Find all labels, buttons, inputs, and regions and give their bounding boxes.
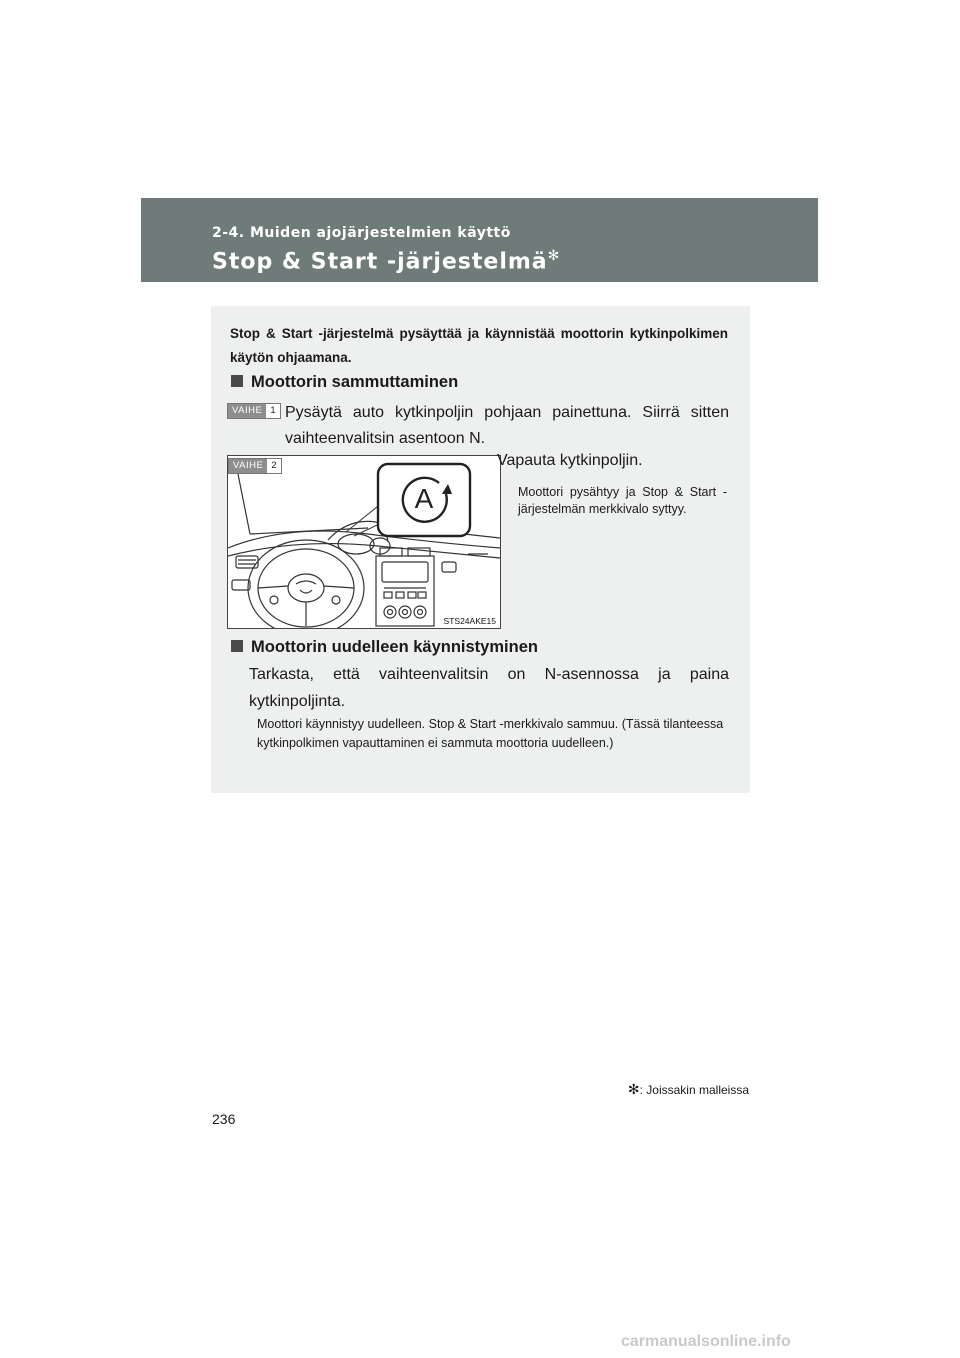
heading-restart	[231, 638, 538, 657]
step1-badge	[227, 403, 281, 419]
page-title-text: Stop & Start -järjestelmä	[212, 249, 548, 275]
a-pillar-left	[236, 464, 250, 534]
footnote-mark: ✻	[627, 1081, 640, 1097]
step2-badge-label: VAIHE	[229, 459, 267, 473]
step2-badge	[228, 458, 282, 474]
dashboard-illustration	[227, 455, 501, 629]
footnote-text: : Joissakin malleissa	[639, 1083, 749, 1097]
indicator-letter: A	[414, 483, 434, 514]
heading-stop-text: Moottorin sammuttaminen	[251, 373, 459, 391]
footnote	[628, 1081, 749, 1098]
page-number: 236	[212, 1111, 236, 1127]
illustration-code: STS24AKE15	[443, 616, 496, 626]
square-bullet-icon	[231, 640, 243, 652]
section-label: 2-4. Muiden ajojärjestelmien käyttö	[212, 225, 511, 241]
heading-stop	[231, 373, 458, 392]
step1-badge-number: 1	[270, 405, 276, 416]
intro-paragraph: Stop & Start -järjestelmä pysäyttää ja käynnistää moottorin kytkinpolkimen käytön ohjaamana.	[230, 326, 728, 365]
step1-badge-label: VAIHE	[228, 404, 266, 418]
step1-text: Pysäytä auto kytkinpoljin pohjaan painettuna. Siirrä sitten vaihteenvalitsin asentoon N.	[285, 404, 729, 447]
step2-badge-number: 2	[271, 460, 277, 471]
header-band	[141, 198, 818, 282]
restart-text: Tarkasta, että vaihteenvalitsin on N-asennossa ja paina kytkinpoljinta.	[249, 666, 729, 710]
dashboard-drawing	[228, 456, 500, 628]
step2-note: Moottori pysähtyy ja Stop & Start -järjestelmän merkkivalo syttyy.	[518, 485, 727, 516]
square-bullet-icon	[231, 375, 243, 387]
page-title	[212, 248, 560, 274]
restart-note: Moottori käynnistyy uudelleen. Stop & Start -merkkivalo sammuu. (Tässä tilanteessa kytkinpolkimen vapauttaminen ei sammuta moottoria uudelleen.)	[257, 717, 724, 750]
content-box	[211, 306, 750, 793]
heading-restart-text: Moottorin uudelleen käynnistyminen	[251, 638, 538, 656]
watermark: carmanualsonline.info	[621, 1333, 791, 1350]
title-footnote-mark: ✻	[547, 248, 561, 264]
step2-text: Vapauta kytkinpoljin.	[497, 452, 643, 469]
